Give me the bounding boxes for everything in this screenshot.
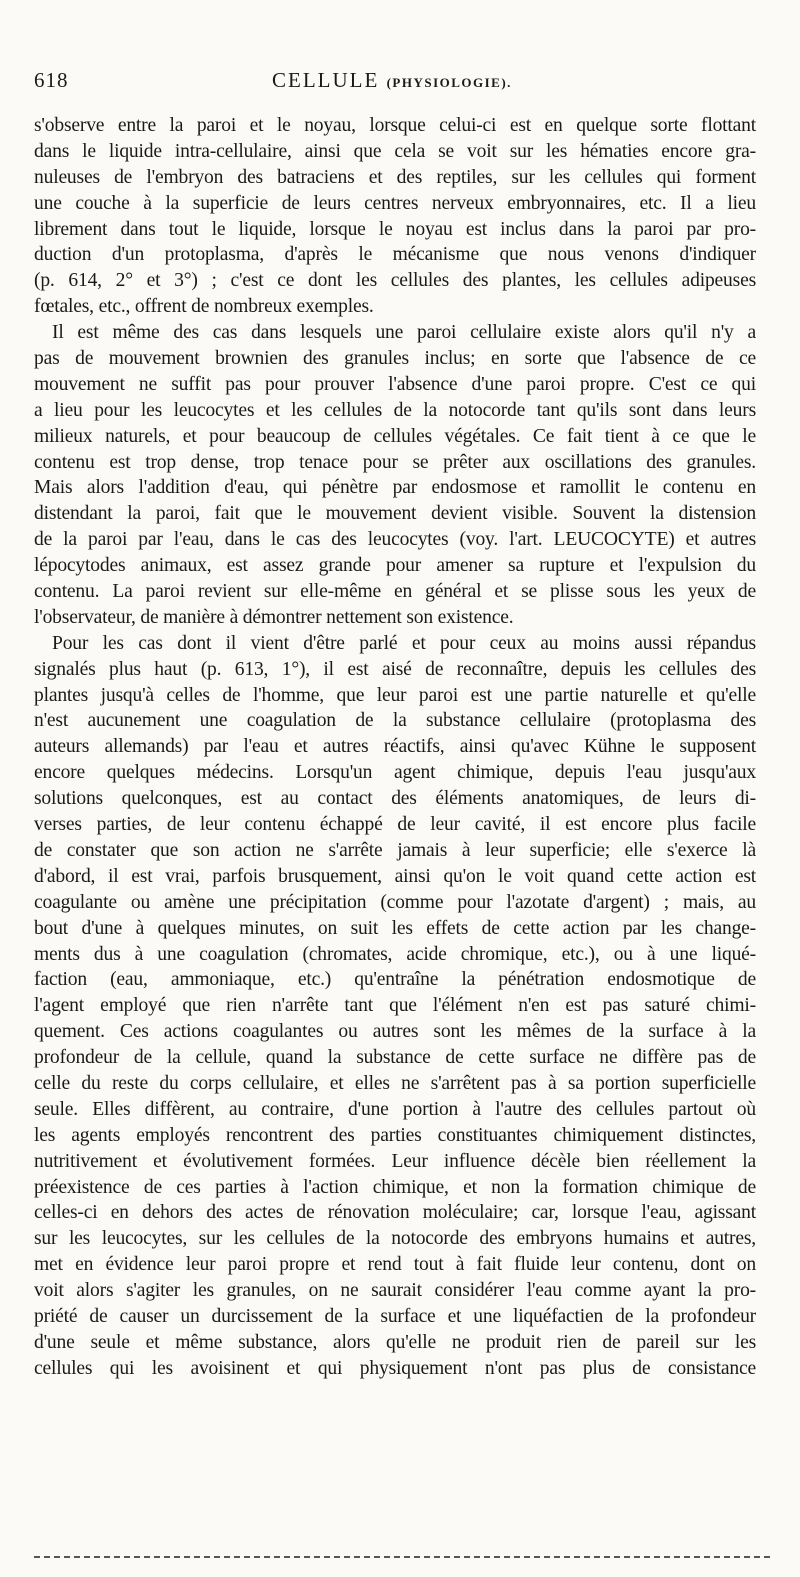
text-line: seule. Elles diffèrent, au contraire, d'une portion à l'autre des cellules partout où — [34, 1098, 756, 1120]
text-line: fœtales, etc., offrent de nombreux exemples. — [34, 296, 374, 318]
text-line: Mais alors l'addition d'eau, qui pénètre par endosmose et ramollit le contenu en — [34, 477, 756, 499]
text-line: met en évidence leur paroi propre et rend tout à fait fluide leur contenu, dont on — [34, 1254, 756, 1276]
running-header — [34, 68, 774, 102]
text-line: pas de mouvement brownien des granules inclus; en sorte que l'absence de ce — [34, 348, 756, 370]
text-line: ments dus à une coagulation (chromates, acide chromique, etc.), ou à une liqué- — [34, 943, 756, 965]
running-title-main: CELLULE — [272, 68, 380, 92]
text-line: l'observateur, de manière à démontrer nettement son existence. — [34, 606, 514, 628]
text-line: librement dans tout le liquide, lorsque le noyau est inclus dans la paroi par pro- — [34, 218, 756, 240]
text-line: duction d'un protoplasma, d'après le mécanisme que nous venons d'indiquer — [34, 244, 756, 266]
text-line: plantes jusqu'à celles de l'homme, que leur paroi est une partie naturelle et qu'elle — [34, 684, 756, 706]
text-line: Pour les cas dont il vient d'être parlé et pour ceux au moins aussi répandus — [52, 632, 756, 654]
text-line: solutions quelconques, est au contact des éléments anatomiques, de leurs di- — [34, 788, 756, 810]
text-line: s'observe entre la paroi et le noyau, lorsque celui-ci est en quelque sorte flottant — [34, 115, 756, 136]
text-line: sur les leucocytes, sur les cellules de la notocorde des embryons humains et autres, — [34, 1228, 756, 1250]
text-line: contenu. La paroi revient sur elle-même en général et se plisse sous les yeux de — [34, 581, 756, 603]
text-line: auteurs allemands) par l'eau et autres réactifs, ainsi qu'avec Kühne le supposent — [34, 736, 756, 758]
text-line: profondeur de la cellule, quand la substance de cette surface ne diffère pas de — [34, 1047, 756, 1069]
text-line: mouvement ne suffit pas pour prouver l'absence d'une paroi propre. C'est ce qui — [34, 373, 756, 395]
text-line: n'est aucunement une coagulation de la substance cellulaire (protoplasma des — [34, 710, 756, 732]
text-line: verses parties, de leur contenu échappé de leur cavité, il est encore plus facile — [34, 814, 756, 836]
text-line: voit alors s'agiter les granules, on ne saurait considérer l'eau comme ayant la pro- — [34, 1280, 756, 1302]
page-number: 618 — [34, 68, 69, 92]
running-title — [272, 68, 512, 93]
text-line: faction (eau, ammoniaque, etc.) qu'entraîne la pénétration endosmotique de — [34, 969, 756, 991]
body-text — [34, 113, 756, 1382]
text-line: priété de causer un durcissement de la surface et une liquéfactien de la profondeur — [34, 1305, 756, 1327]
text-line: coagulante ou amène une précipitation (comme pour l'azotate d'argent) ; mais, au — [34, 891, 756, 913]
text-line: distendant la paroi, fait que le mouvement devient visible. Souvent la distension — [34, 503, 756, 525]
text-line: milieux naturels, et pour beaucoup de cellules végétales. Ce fait tient à ce que le — [34, 425, 756, 447]
text-line: lépocytodes animaux, est assez grande pour amener sa rupture et l'expulsion du — [34, 555, 756, 577]
text-line: Il est même des cas dans lesquels une paroi cellulaire existe alors qu'il n'y a — [52, 322, 756, 344]
text-line: (p. 614, 2° et 3°) ; c'est ce dont les cellules des plantes, les cellules adipeuses — [34, 270, 756, 292]
text-line: d'abord, il est vrai, parfois brusquement, ainsi qu'on le voit quand cette action est — [34, 865, 756, 887]
text-line: l'agent employé que rien n'arrête tant que l'élément n'en est pas saturé chimi- — [34, 995, 756, 1017]
text-line: signalés plus haut (p. 613, 1°), il est aisé de reconnaître, depuis les cellules des — [34, 658, 756, 680]
text-line: les agents employés rencontrent des parties constituantes chimiquement distinctes, — [34, 1124, 756, 1146]
text-line: une couche à la superficie de leurs centres nerveux embryonnaires, etc. Il a lieu — [34, 192, 756, 214]
text-line: contenu est trop dense, trop tenace pour se prêter aux oscillations des granules. — [34, 451, 756, 473]
text-line: celle du reste du corps cellulaire, et elles ne s'arrêtent pas à sa portion superficielle — [34, 1072, 756, 1094]
text-line: nutritivement et évolutivement formées. Leur influence décèle bien réellement la — [34, 1150, 756, 1172]
text-line: d'une seule et même substance, alors qu'elle ne produit rien de pareil sur les — [34, 1331, 756, 1353]
text-line: celles-ci en dehors des actes de rénovation moléculaire; car, lorsque l'eau, agissant — [34, 1202, 756, 1224]
text-line: a lieu pour les leucocytes et les cellules de la notocorde tant qu'ils sont dans leurs — [34, 399, 756, 421]
text-line: encore quelques médecins. Lorsqu'un agent chimique, depuis l'eau jusqu'aux — [34, 762, 756, 784]
text-line: cellules qui les avoisinent et qui physiquement n'ont pas plus de consistance — [34, 1357, 756, 1379]
text-line: de la paroi par l'eau, dans le cas des leucocytes (voy. l'art. LEUCOCYTE) et autres — [34, 529, 756, 551]
text-line: de constater que son action ne s'arrête jamais à leur superficie; elle s'exerce là — [34, 839, 756, 861]
text-line: bout d'une à quelques minutes, on suit les effets de cette action par les change- — [34, 917, 756, 939]
text-line: quement. Ces actions coagulantes ou autres sont les mêmes de la surface à la — [34, 1021, 756, 1043]
running-title-sub: (PHYSIOLOGIE). — [386, 75, 512, 90]
bottom-dashed-rule — [34, 1556, 770, 1558]
text-line: dans le liquide intra-cellulaire, ainsi que cela se voit sur les hématies encore gra- — [34, 140, 756, 162]
text-line: nuleuses de l'embryon des batraciens et des reptiles, sur les cellules qui forment — [34, 166, 756, 188]
text-line: préexistence de ces parties à l'action chimique, et non la formation chimique de — [34, 1176, 756, 1198]
